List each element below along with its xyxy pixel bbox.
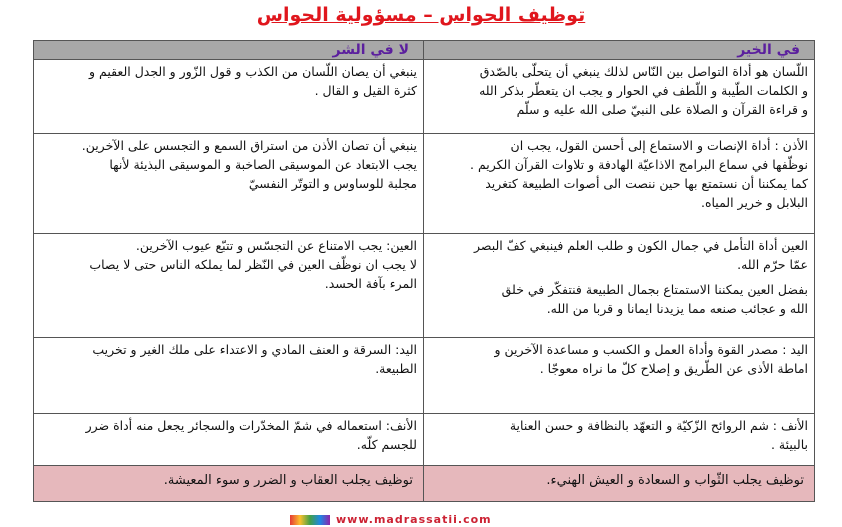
row-eye [34,234,815,338]
header-bad: لا في الشر [34,41,424,60]
nose-good: الأنف : شم الروائح الزّكيّة و التعهّد بالنظافة و حسن العناية بالبيئة . [424,414,815,466]
tongue-bad: ينبغي أن يصان اللّسان من الكذب و قول الزّور و الجدل العقيم و كثرة القيل و القال . [34,60,424,134]
senses-table [33,40,815,502]
ear-bad: ينبغي أن تصان الأذن من استراق السمع و التجسس على الآخرين. يجب الابتعاد عن الموسيقى الصاخبة و الموسيقى البذيئة لأنها مجلبة للوساوس و التوتّر النفسيّ [34,134,424,234]
eye-good: العين أداة التأمل في جمال الكون و طلب العلم فينبغي كفّ البصر عمّا حرّم الله. بفضل العين يمكننا الاستمتاع بجمال الطبيعة فنتفكّر في خلق الله و عجائب صنعه مما يزيدنا ايمانا و قربا من الله. [424,234,815,338]
header-row [34,41,815,60]
hand-bad: اليد: السرقة و العنف المادي و الاعتداء على ملك الغير و تخريب الطبيعة. [34,338,424,414]
eye-bad: العين: يجب الامتناع عن التجسّس و تتبّع عيوب الآخرين. لا يجب ان نوظّف العين في النّظر لما يملكه الناس حتى لا يصاب المرء بآفة الحسد. [34,234,424,338]
site-watermark: www.madrassatii.com [290,513,550,527]
nose-bad: الأنف: استعماله في شمّ المخدّرات والسجائر يجعل منه أداة ضرر للجسم كلّه. [34,414,424,466]
hand-good: اليد : مصدر القوة وأداة العمل و الكسب و مساعدة الآخرين و اماطة الأذى عن الطّريق و إصلاح كلّ ما نراه معوجّا . [424,338,815,414]
row-nose [34,414,815,466]
ear-good: الأذن : أداة الإنصات و الاستماع إلى أحسن القول، يجب ان نوظّفها في سماع البرامج الاذاعيّة الهادفة و تلاوات القرآن الكريم . كما يمكننا أن نستمتع بها حين ننصت الى أصوات الطبيعة كتغريد البلابل و خرير المياه. [424,134,815,234]
header-good: في الخير [424,41,815,60]
summary-row [34,466,815,502]
row-ear [34,134,815,234]
row-hand [34,338,815,414]
row-tongue [34,60,815,134]
summary-good: توظيف يجلب الثّواب و السعادة و العيش الهنيء. [424,466,815,502]
summary-bad: توظيف يجلب العقاب و الضرر و سوء المعيشة. [34,466,424,502]
tongue-good: اللّسان هو أداة التواصل بين النّاس لذلك ينبغي أن يتحلّى بالصّدق و الكلمات الطّيبة و اللّطف في الحوار و يجب ان يتعطّر بذكر الله و قراءة القرآن و الصلاة على النبيّ صلى الله عليه و سلّم [424,60,815,134]
pencils-graphic [290,515,330,525]
page-title: توظيف الحواس – مسؤولية الحواس [256,4,586,26]
